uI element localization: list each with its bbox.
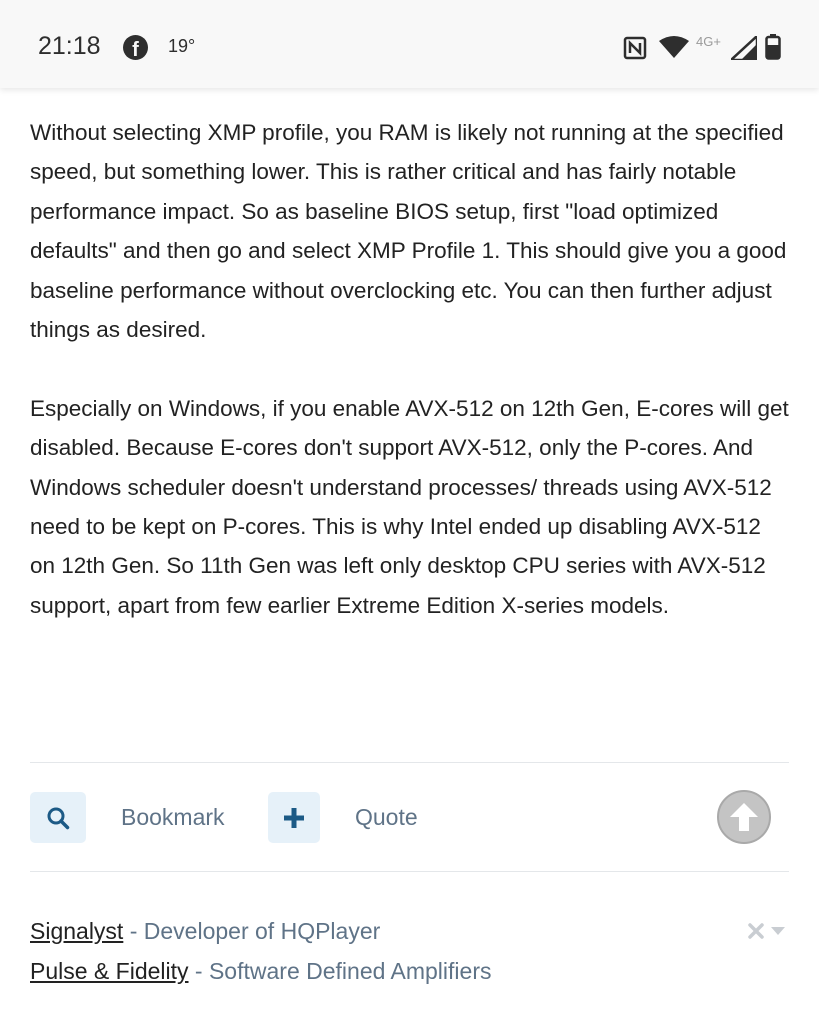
signature-line xyxy=(30,952,789,992)
network-type: 4G+ xyxy=(696,34,721,49)
arrow-up-icon xyxy=(727,800,761,834)
divider xyxy=(30,762,789,763)
search-icon xyxy=(46,806,70,830)
bookmark-label[interactable]: Bookmark xyxy=(121,804,225,830)
signature-separator: - xyxy=(188,957,209,984)
signature-dismiss-button[interactable] xyxy=(747,920,789,942)
post-actions xyxy=(30,792,789,844)
divider xyxy=(30,871,789,872)
chevron-down-icon xyxy=(771,926,785,936)
scroll-to-top-button[interactable] xyxy=(717,790,771,844)
signature-description: Software Defined Amplifiers xyxy=(208,957,492,984)
bookmark-button[interactable] xyxy=(30,792,86,843)
signature-line xyxy=(30,912,789,952)
signal-icon xyxy=(731,36,757,60)
signature-link-pulse-fidelity[interactable]: Pulse & Fidelity xyxy=(30,957,189,984)
battery-icon xyxy=(765,34,781,60)
post-paragraph: Without selecting XMP profile, you RAM is likely not running at the specified speed, but something lower. This is rather critical and has fairly notable performance impact. So as baseline BIOS setup, first "load optimized defaults" and then go and select XMP Profile 1. This should give you a good baseline performance without overclocking etc. You can then further adjust things as desired. xyxy=(30,120,787,343)
facebook-notification-icon: f xyxy=(123,35,148,60)
signature xyxy=(30,912,789,991)
signature-link-signalyst[interactable]: Signalyst xyxy=(30,918,124,944)
nfc-icon xyxy=(623,36,647,60)
quote-label[interactable]: Quote xyxy=(355,804,418,830)
post-body xyxy=(30,113,790,625)
wifi-icon xyxy=(659,36,689,58)
post-paragraph: Especially on Windows, if you enable AVX-512 on 12th Gen, E-cores will get disabled. Because E-cores don't support AVX-512, only the P-cores. And Windows scheduler doesn't understand processes/ threads using AVX-512 need to be kept on P-cores. This is why Intel ended up disabling AVX-512 on 12th Gen. So 11th Gen was left only desktop CPU series with AVX-512 support, apart from few earlier Extreme Edition X-series models. xyxy=(30,395,789,618)
close-icon xyxy=(747,922,765,940)
weather-temperature: 19° xyxy=(168,36,196,56)
status-bar xyxy=(0,0,819,88)
plus-icon xyxy=(283,807,305,829)
quote-button[interactable] xyxy=(268,792,320,843)
status-time: 21:18 xyxy=(38,32,101,60)
signature-separator: - xyxy=(123,918,144,944)
signature-description: Developer of HQPlayer xyxy=(143,918,381,944)
